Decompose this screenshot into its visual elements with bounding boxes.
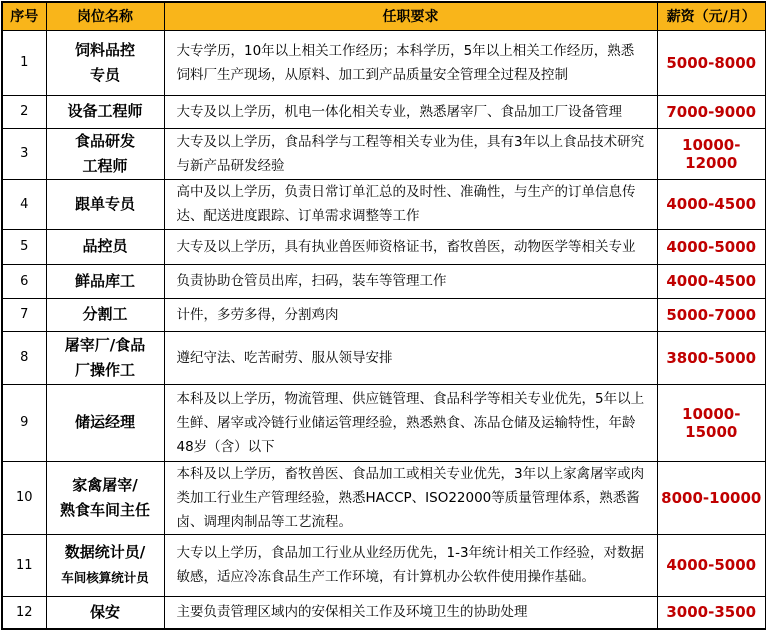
position-name xyxy=(46,331,164,384)
position-name xyxy=(46,384,164,461)
position-name-line2: 熟食车间主任 xyxy=(59,500,150,519)
salary-range: 5000-7000 xyxy=(657,298,766,331)
col-header-salary: 薪资（元/月） xyxy=(657,2,766,30)
row-number: 3 xyxy=(2,128,46,179)
requirement-text: 本科及以上学历，物流管理、供应链管理、食品科学等相关专业优先，5年以上生鲜、屠宰或冷链行业储运管理经验，熟悉熟食、冻品仓储及运输特性，年龄48岁（含）以下 xyxy=(164,384,657,461)
col-header-no: 序号 xyxy=(2,2,46,30)
requirement-text: 大专学历，10年以上相关工作经历；本科学历，5年以上相关工作经历，熟悉饲料厂生产现场，从原料、加工到产品质量安全管理全过程及控制 xyxy=(164,30,657,95)
position-name-line1: 屠宰厂/食品 xyxy=(64,335,146,354)
position-name-line2: 车间核算统计员 xyxy=(61,570,149,585)
table-row xyxy=(2,95,766,128)
requirement-text: 遵纪守法、吃苦耐劳、服从领导安排 xyxy=(164,331,657,384)
header-row xyxy=(2,2,766,30)
position-name-line1: 跟单专员 xyxy=(74,194,135,213)
requirement-text: 高中及以上学历，负责日常订单汇总的及时性、准确性，与生产的订单信息传达、配送进度跟踪、订单需求调整等工作 xyxy=(164,179,657,229)
salary-range: 7000-9000 xyxy=(657,95,766,128)
salary-range: 4000-4500 xyxy=(657,179,766,229)
row-number: 7 xyxy=(2,298,46,331)
table-row xyxy=(2,534,766,596)
row-number: 10 xyxy=(2,461,46,534)
requirement-text: 本科及以上学历，畜牧兽医、食品加工或相关专业优先，3年以上家禽屠宰或肉类加工行业生产管理经验，熟悉HACCP、ISO22000等质量管理体系，熟悉酱卤、调理肉制品等工艺流程。 xyxy=(164,461,657,534)
row-number: 4 xyxy=(2,179,46,229)
position-name-line1: 饲料品控 xyxy=(74,40,135,59)
table-row xyxy=(2,596,766,629)
col-header-requirements: 任职要求 xyxy=(164,2,657,30)
requirement-text: 主要负责管理区域内的安保相关工作及环境卫生的协助处理 xyxy=(164,596,657,629)
position-name xyxy=(46,534,164,596)
position-name xyxy=(46,30,164,95)
jobs-table-header xyxy=(2,2,766,30)
position-name-line1: 品控员 xyxy=(82,237,128,255)
row-number: 5 xyxy=(2,229,46,264)
requirement-text: 负责协助仓管员出库，扫码，装车等管理工作 xyxy=(164,264,657,298)
position-name xyxy=(46,298,164,331)
table-row xyxy=(2,331,766,384)
row-number: 6 xyxy=(2,264,46,298)
jobs-table xyxy=(1,1,766,630)
position-name-line1: 鲜品库工 xyxy=(74,271,135,290)
table-row xyxy=(2,30,766,95)
position-name xyxy=(46,179,164,229)
position-name xyxy=(46,95,164,128)
row-number: 11 xyxy=(2,534,46,596)
row-number: 12 xyxy=(2,596,46,629)
table-row xyxy=(2,384,766,461)
position-name-line2: 厂操作工 xyxy=(74,360,135,379)
table-row xyxy=(2,298,766,331)
position-name xyxy=(46,264,164,298)
position-name-line2: 专员 xyxy=(89,65,120,84)
requirement-text: 计件，多劳多得，分割鸡肉 xyxy=(164,298,657,331)
salary-range: 4000-5000 xyxy=(657,229,766,264)
salary-range: 8000-10000 xyxy=(657,461,766,534)
requirement-text: 大专及以上学历，具有执业兽医师资格证书，畜牧兽医，动物医学等相关专业 xyxy=(164,229,657,264)
row-number: 2 xyxy=(2,95,46,128)
requirement-text: 大专以上学历，食品加工行业从业经历优先，1-3年统计相关工作经验，对数据敏感，适应冷冻食品生产工作环境，有计算机办公软件使用操作基础。 xyxy=(164,534,657,596)
col-header-position: 岗位名称 xyxy=(46,2,164,30)
row-number: 9 xyxy=(2,384,46,461)
salary-range: 3800-5000 xyxy=(657,331,766,384)
position-name-line1: 设备工程师 xyxy=(67,102,143,120)
row-number: 8 xyxy=(2,331,46,384)
table-row xyxy=(2,229,766,264)
salary-range: 10000-15000 xyxy=(657,384,766,461)
position-name-line1: 家禽屠宰/ xyxy=(72,475,138,494)
position-name xyxy=(46,229,164,264)
salary-range: 4000-5000 xyxy=(657,534,766,596)
table-row xyxy=(2,461,766,534)
salary-range: 3000-3500 xyxy=(657,596,766,629)
salary-range: 10000-12000 xyxy=(657,128,766,179)
requirement-text: 大专及以上学历，食品科学与工程等相关专业为佳，具有3年以上食品技术研究与新产品研发经验 xyxy=(164,128,657,179)
position-name xyxy=(46,596,164,629)
position-name-line1: 分割工 xyxy=(82,305,128,323)
jobs-table-body xyxy=(2,30,766,629)
table-row xyxy=(2,128,766,179)
position-name-line1: 储运经理 xyxy=(74,413,135,431)
table-row xyxy=(2,179,766,229)
position-name-line1: 数据统计员/ xyxy=(64,543,146,561)
position-name xyxy=(46,461,164,534)
position-name-line2: 工程师 xyxy=(82,156,128,175)
position-name xyxy=(46,128,164,179)
row-number: 1 xyxy=(2,30,46,95)
requirement-text: 大专及以上学历，机电一体化相关专业，熟悉屠宰厂、食品加工厂设备管理 xyxy=(164,95,657,128)
salary-range: 4000-4500 xyxy=(657,264,766,298)
salary-range: 5000-8000 xyxy=(657,30,766,95)
position-name-line1: 保安 xyxy=(89,602,120,621)
table-row xyxy=(2,264,766,298)
position-name-line1: 食品研发 xyxy=(74,131,135,150)
